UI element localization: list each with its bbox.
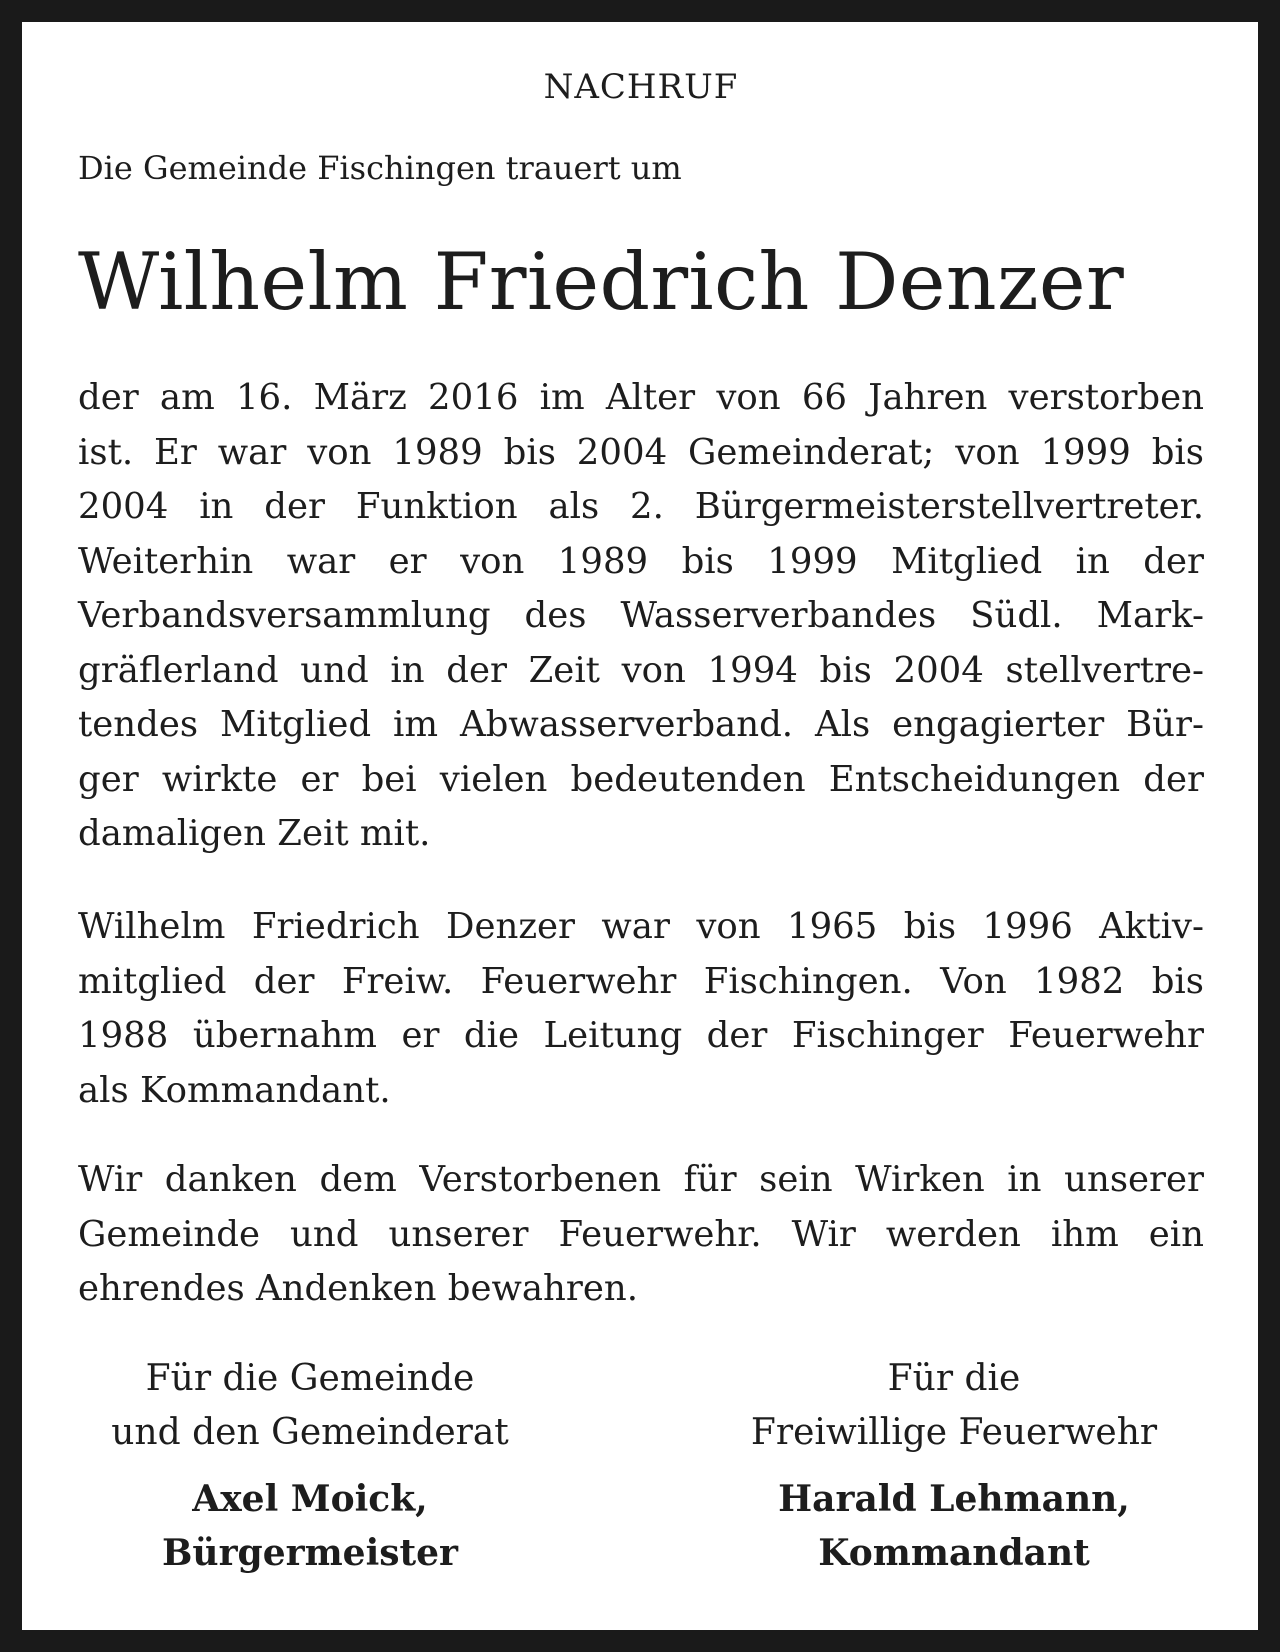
paragraph-thanks	[78, 1153, 1204, 1317]
paragraph-line: Weiterhin war er von 1989 bis 1999 Mitglied in der	[78, 540, 1204, 582]
signature-person-title: Kommandant	[818, 1532, 1090, 1574]
paragraph-line: ist. Er war von 1989 bis 2004 Gemeinderat; von 1999 bis	[78, 431, 1204, 473]
paragraph-line: mitglied der Freiw. Feuerwehr Fischingen. Von 1982 bis	[78, 960, 1204, 1002]
paragraph-line: gräflerland und in der Zeit von 1994 bis 2004 stellvertre-	[78, 649, 1204, 691]
intro-line: Die Gemeinde Fischingen trauert um	[78, 149, 682, 187]
signature-org-line: Für die Gemeinde	[145, 1358, 475, 1399]
paragraph-career	[78, 371, 1204, 862]
paragraph-line: Wilhelm Friedrich Denzer war von 1965 bis 1996 Aktiv-	[78, 906, 1204, 947]
deceased-name: Wilhelm Friedrich Denzer	[78, 236, 1125, 328]
paragraph-line: als Kommandant.	[78, 1069, 391, 1111]
signature-municipality	[96, 1352, 524, 1580]
paragraph-line: ehrendes Andenken bewahren.	[78, 1268, 638, 1309]
paragraph-line: Wir danken dem Verstorbenen für sein Wirken in unserer	[78, 1159, 1204, 1200]
paragraph-line: tendes Mitglied im Abwasserverband. Als engagierter Bür-	[78, 704, 1204, 745]
signature-person-name: Harald Lehmann,	[778, 1478, 1130, 1520]
notice-heading: NACHRUF	[543, 67, 739, 107]
obituary-notice	[22, 22, 1258, 1630]
paragraph-line: 2004 in der Funktion als 2. Bürgermeisterstellvertreter.	[78, 486, 1204, 527]
signature-person-title: Bürgermeister	[161, 1532, 459, 1574]
paragraph-fire-brigade	[78, 900, 1204, 1118]
paragraph-line: Verbandsversammlung des Wasserverbandes Südl. Mark-	[78, 595, 1204, 636]
signature-org-line: und den Gemeinderat	[111, 1412, 509, 1453]
signature-person-name: Axel Moick,	[192, 1478, 428, 1520]
signature-org-line: Freiwillige Feuerwehr	[750, 1412, 1158, 1453]
signature-org-line: Für die	[887, 1358, 1021, 1399]
paragraph-line: Gemeinde und unserer Feuerwehr. Wir werden ihm ein	[78, 1213, 1204, 1255]
paragraph-line: der am 16. März 2016 im Alter von 66 Jahren verstorben	[78, 377, 1204, 418]
paragraph-line: 1988 übernahm er die Leitung der Fischinger Feuerwehr	[78, 1015, 1204, 1056]
paragraph-line: ger wirkte er bei vielen bedeutenden Entscheidungen der	[78, 758, 1204, 800]
paragraph-line: damaligen Zeit mit.	[78, 813, 431, 854]
signature-fire-brigade	[740, 1352, 1168, 1580]
